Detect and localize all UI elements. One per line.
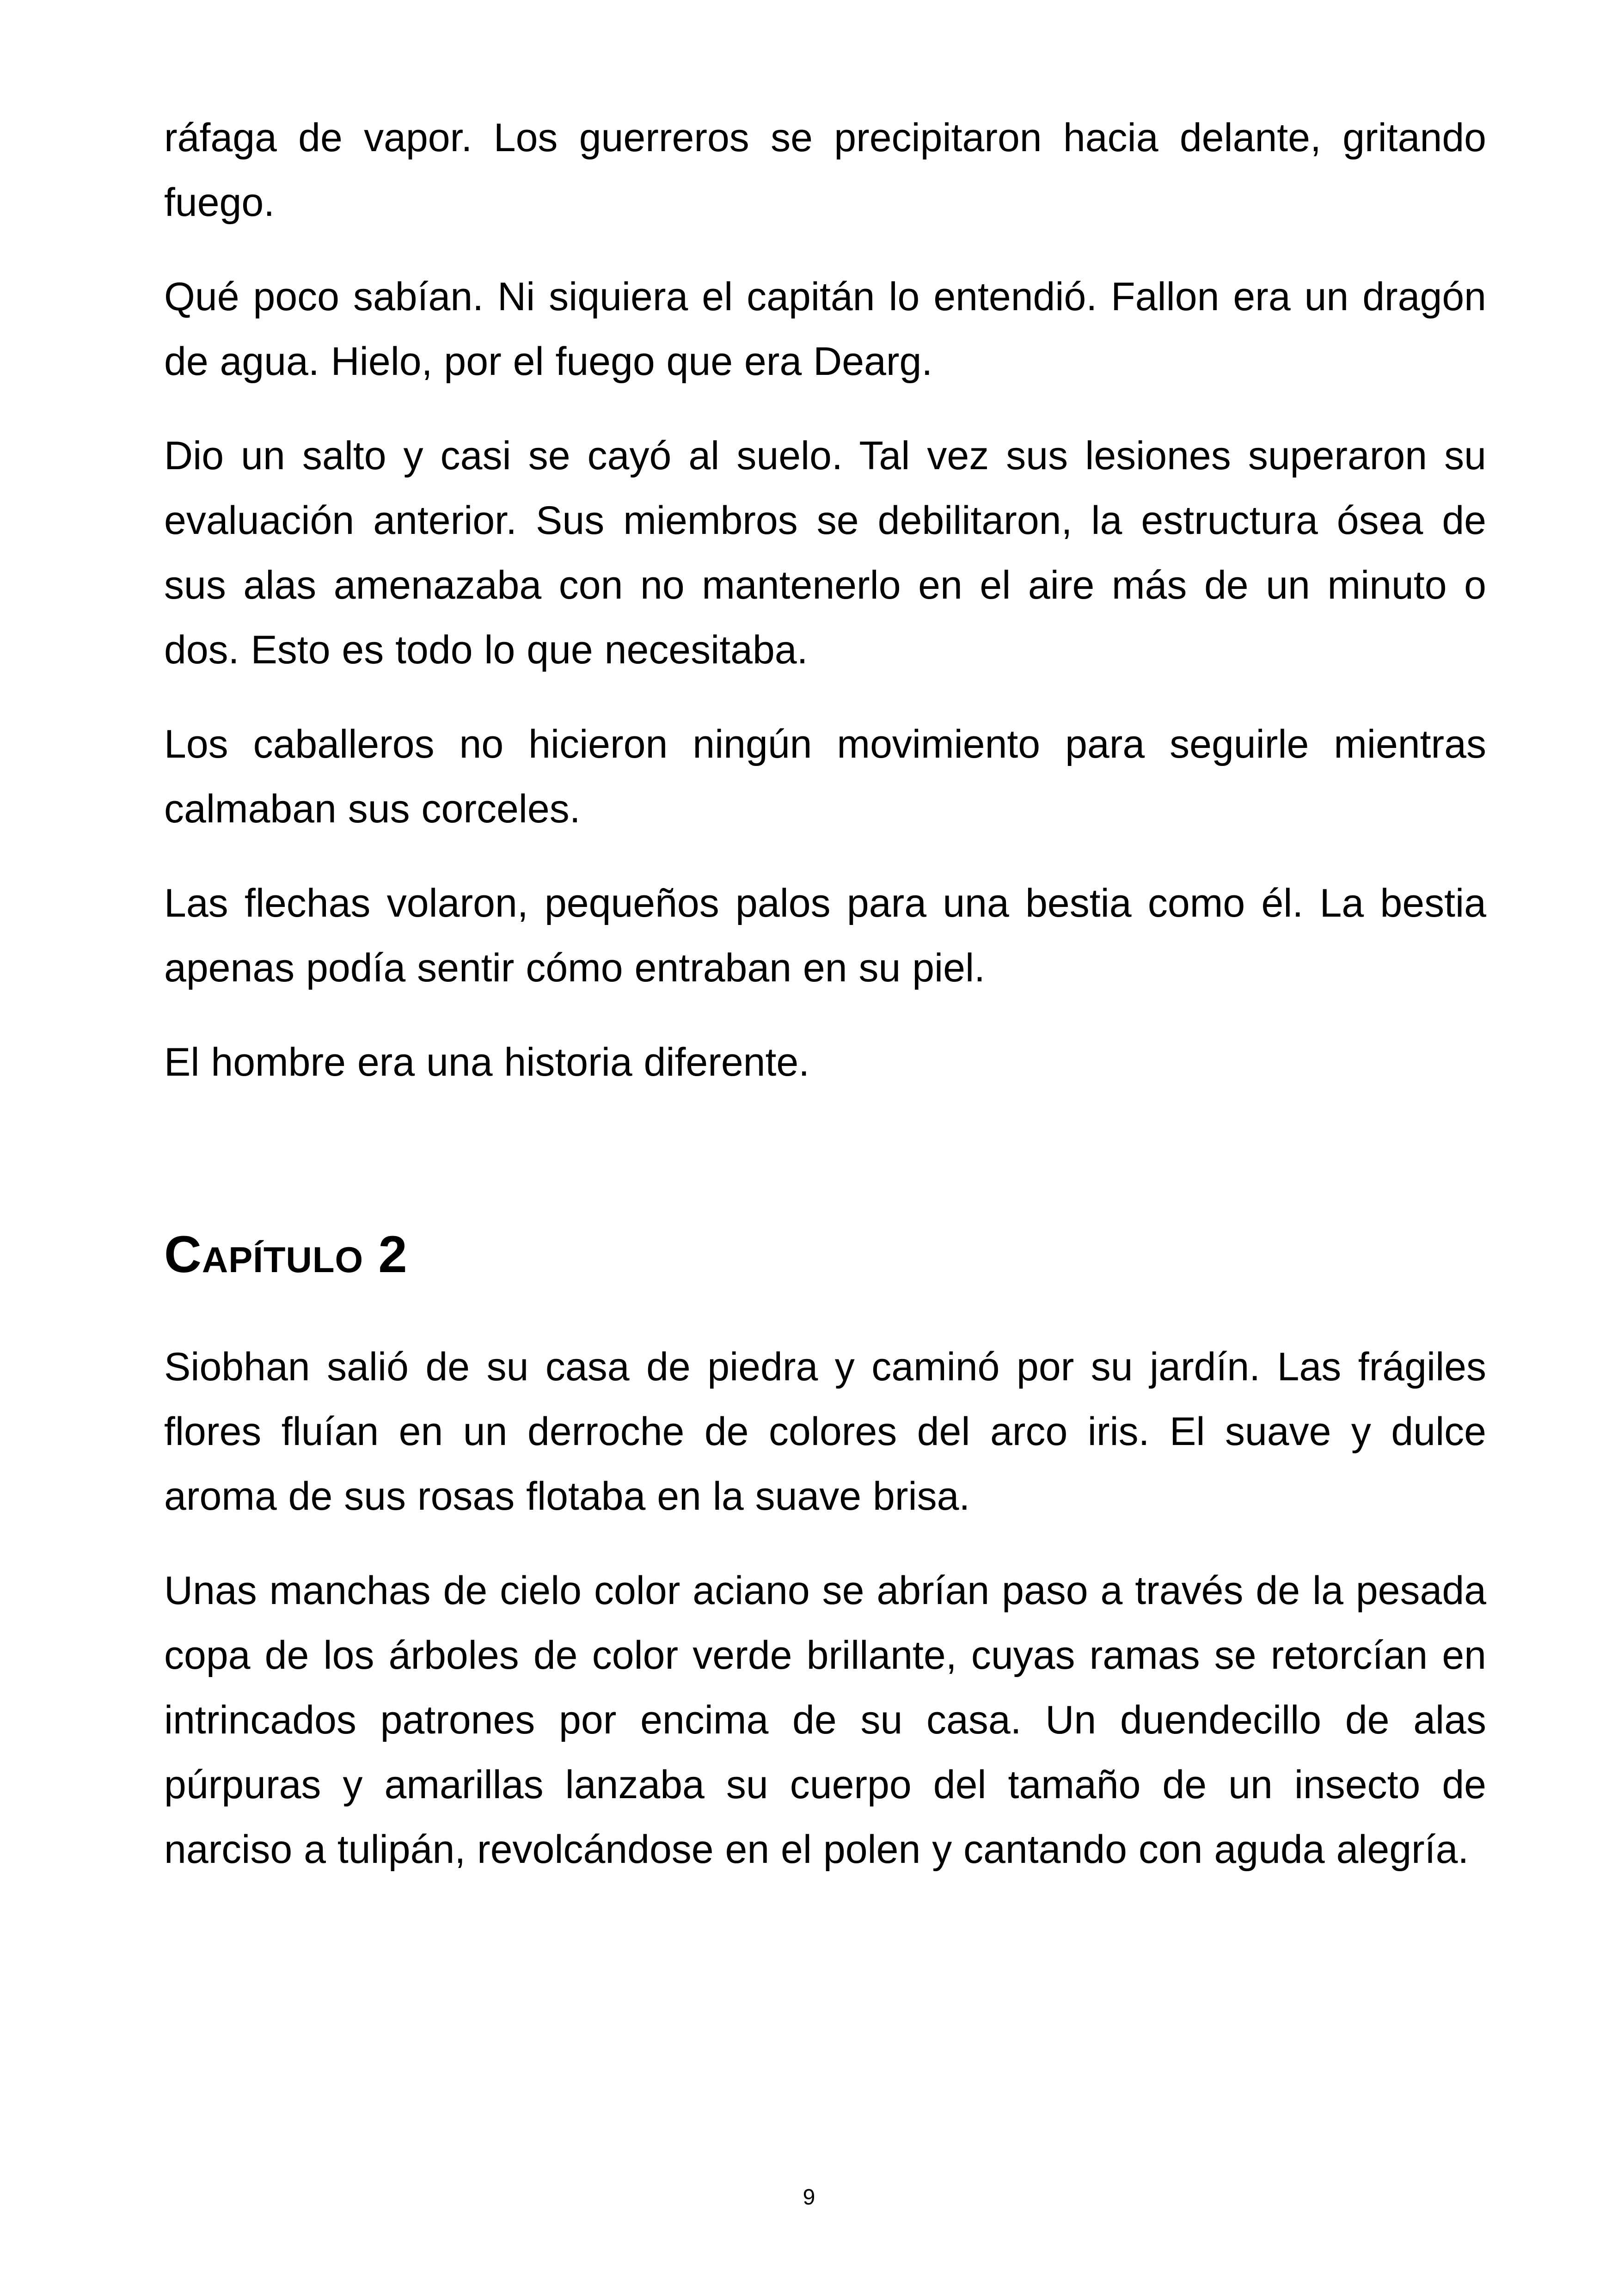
paragraph: Unas manchas de cielo color aciano se abrían paso a través de la pesada copa de los árboles de color verde brillante, cuyas ramas se retorcían en intrincados patrones por encima de su casa. Un duendecillo de alas púrpuras y amarillas lanzaba su cuerpo del tamaño de un insecto de narciso a tulipán, revolcándose en el polen y cantando con aguda alegría. xyxy=(164,1568,1486,1872)
page-number: 9 xyxy=(803,2185,815,2210)
paragraph: Qué poco sabían. Ni siquiera el capitán lo entendió. Fallon era un dragón de agua. Hielo, por el fuego que era Dearg. xyxy=(164,275,1486,384)
paragraph: Dio un salto y casi se cayó al suelo. Tal vez sus lesiones superaron su evaluación anterior. Sus miembros se debilitaron, la estructura ósea de sus alas amenazaba con no mantenerlo en el aire más de un minuto o dos. Esto es todo lo que necesitaba. xyxy=(164,434,1486,672)
page-body xyxy=(164,105,1486,1911)
chapter-heading-block xyxy=(164,1124,1486,1335)
chapter-heading: Capítulo 2 xyxy=(164,1225,408,1283)
paragraph: El hombre era una historia diferente. xyxy=(164,1040,810,1084)
paragraph: ráfaga de vapor. Los guerreros se precipitaron hacia delante, gritando fuego. xyxy=(164,116,1486,225)
paragraph: Siobhan salió de su casa de piedra y caminó por su jardín. Las frágiles flores fluían en un derroche de colores del arco iris. El suave y dulce aroma de sus rosas flotaba en la suave brisa. xyxy=(164,1345,1486,1519)
paragraph: Las flechas volaron, pequeños palos para una bestia como él. La bestia apenas podía sentir cómo entraban en su piel. xyxy=(164,881,1486,990)
paragraph: Los caballeros no hicieron ningún movimiento para seguirle mientras calmaban sus corceles. xyxy=(164,722,1486,831)
